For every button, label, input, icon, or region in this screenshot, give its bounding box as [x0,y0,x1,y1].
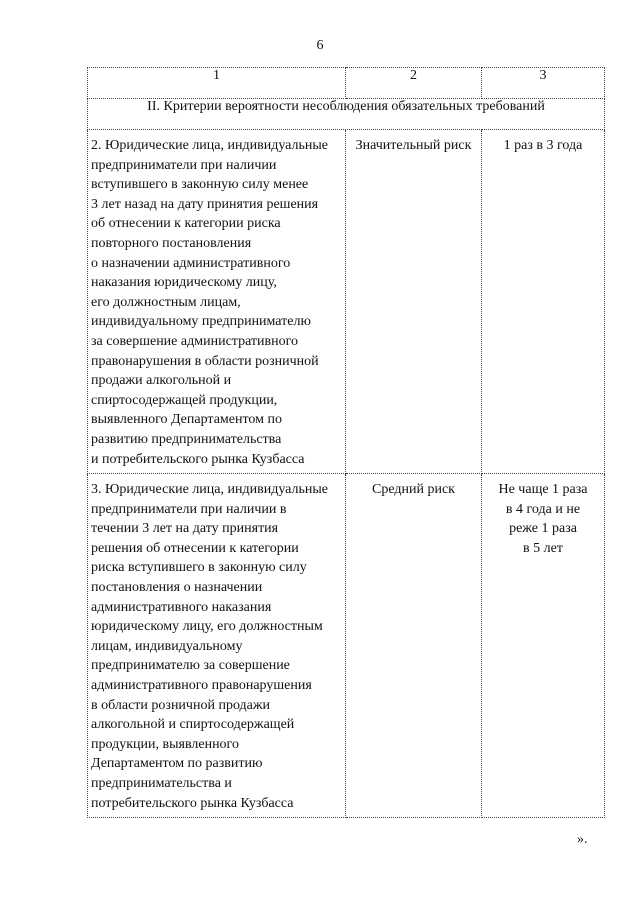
frequency-text-line: в 5 лет [523,540,563,556]
risk-category-cell [346,474,482,818]
page-number: 6 [316,38,324,53]
criterion-text-line: выявленного Департаментом по [91,412,283,428]
criterion-text-line: 3 лет назад на дату принятия решения [91,196,319,212]
table-row [88,130,605,474]
criterion-text-line: лицам, индивидуальному [91,638,243,654]
criterion-text-line: течении 3 лет на дату принятия [91,521,279,537]
section-title: II. Критерии вероятности несоблюдения обязательных требований [88,99,605,130]
criterion-text-line: наказания юридическому лицу, [91,275,277,291]
criterion-text-line: Департаментом по развитию [91,756,263,772]
criterion-text-line: 2. Юридические лица, индивидуальные [91,138,328,153]
column-number-1: 1 [88,68,346,99]
criterion-text-line: 3. Юридические лица, индивидуальные [91,482,328,498]
criterion-cell [88,130,346,474]
closing-quote-mark: ». [577,832,588,847]
criterion-text-line: административного наказания [91,599,272,615]
criterion-text-line: предприниматели при наличии [91,157,277,173]
frequency-text-line: реже 1 раза [509,521,577,537]
criterion-text-line: о назначении административного [91,255,291,271]
criterion-cell [88,474,346,818]
risk-category-text: Значительный риск [355,138,472,153]
table-row [88,474,605,818]
criterion-text-line: предпринимательства и [91,776,232,791]
criterion-text-line: предприниматели при наличии в [91,501,287,517]
criterion-text-line: предпринимателю за совершение [91,658,290,674]
column-number-2: 2 [346,68,482,99]
criterion-text-line: повторного постановления [91,235,252,251]
criterion-text-line: и потребительского рынка Кузбасса [91,451,305,467]
criterion-text-line: продукции, выявленного [91,736,239,752]
criterion-text-line: его должностным лицам, [91,294,241,310]
risk-category-text: Средний риск [372,482,455,498]
criterion-text-line: за совершение административного [91,333,299,349]
requirements-table [87,67,605,818]
criterion-text-line: спиртосодержащей продукции, [91,392,278,408]
table-body [88,130,605,818]
criterion-text-line: решения об отнесении к категории [91,540,299,556]
criterion-text-line: в области розничной продажи [91,697,271,713]
criterion-text-line: административного правонарушения [91,678,312,694]
criterion-text-line: индивидуальному предпринимателю [91,314,311,330]
inspection-frequency-cell [482,474,605,818]
table-header-row [88,68,605,99]
criterion-text-line: риска вступившего в законную силу [91,560,307,576]
frequency-text-line: в 4 года и не [505,501,581,517]
column-number-3: 3 [482,68,605,99]
criterion-text-line: об отнесении к категории риска [91,216,281,232]
criterion-text-line: потребительского рынка Кузбасса [91,795,294,811]
criterion-text-line: правонарушения в области розничной [91,353,319,369]
frequency-text-line: 1 раз в 3 года [503,138,583,153]
risk-category-cell [346,130,482,474]
criterion-text-line: постановления о назначении [91,580,263,596]
criterion-text-line: юридическому лицу, его должностным [91,619,323,635]
criterion-text-line: развитию предпринимательства [91,431,282,447]
frequency-text-line: Не чаще 1 раза [498,482,588,498]
inspection-frequency-cell [482,130,605,474]
criterion-text-line: алкогольной и спиртосодержащей [91,717,295,733]
criterion-text-line: продажи алкогольной и [91,373,232,389]
criterion-text-line: вступившего в законную силу менее [91,177,309,193]
section-title-row [88,99,605,130]
